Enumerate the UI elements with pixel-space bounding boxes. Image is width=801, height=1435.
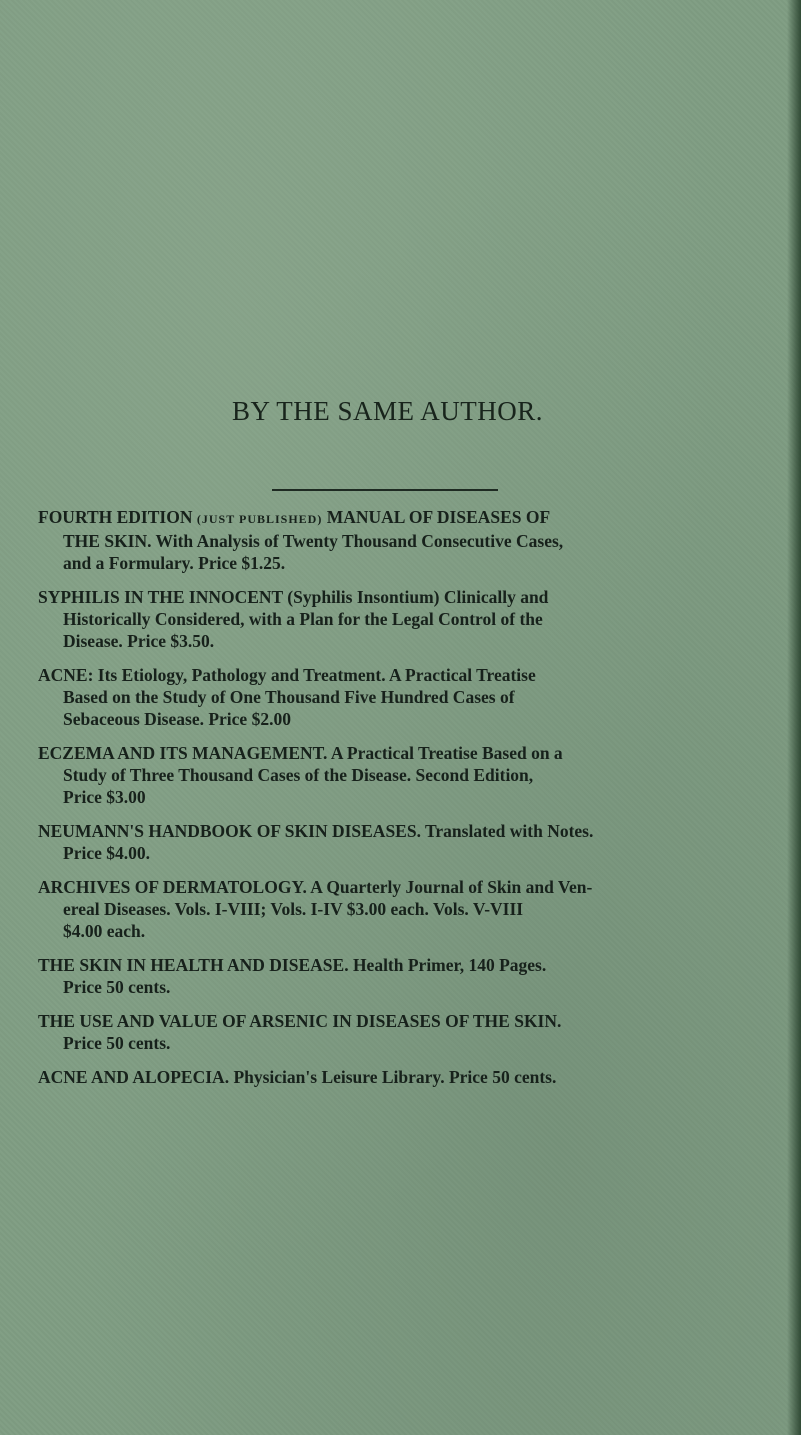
book-entry-arsenic	[38, 1010, 778, 1054]
entry-line: ACNE: Its Etiology, Pathology and Treatment. A Practical Treatise	[38, 665, 536, 685]
entry-line	[38, 506, 778, 530]
book-entry-neumann	[38, 820, 778, 864]
entry-line: ACNE AND ALOPECIA. Physician's Leisure Library. Price 50 cents.	[38, 1067, 557, 1087]
book-list	[38, 506, 778, 1100]
book-entry-acne	[38, 664, 778, 730]
entry-line: THE SKIN. With Analysis of Twenty Thousand Consecutive Cases,	[63, 531, 564, 551]
book-entry-manual	[38, 506, 778, 574]
entry-line: Based on the Study of One Thousand Five Hundred Cases of	[63, 687, 515, 707]
entry-text: FOURTH EDITION	[38, 507, 197, 527]
entry-line: $4.00 each.	[63, 921, 146, 941]
entry-line: Price 50 cents.	[63, 1033, 171, 1053]
entry-line: Historically Considered, with a Plan for the Legal Control of the	[63, 609, 543, 629]
book-entry-syphilis	[38, 586, 778, 652]
entry-line: Price 50 cents.	[63, 977, 171, 997]
entry-line: Disease. Price $3.50.	[63, 631, 215, 651]
entry-note: (JUST PUBLISHED)	[196, 512, 323, 526]
entry-line: NEUMANN'S HANDBOOK OF SKIN DISEASES. Translated with Notes.	[38, 821, 594, 841]
entry-line: Price $4.00.	[63, 843, 150, 863]
entry-line: SYPHILIS IN THE INNOCENT (Syphilis Insontium) Clinically and	[38, 587, 549, 607]
entry-line: Study of Three Thousand Cases of the Disease. Second Edition,	[63, 765, 534, 785]
heading-rule	[272, 489, 498, 491]
entry-line: ECZEMA AND ITS MANAGEMENT. A Practical Treatise Based on a	[38, 743, 563, 763]
book-entry-alopecia	[38, 1066, 778, 1088]
book-entry-eczema	[38, 742, 778, 808]
entry-line: ereal Diseases. Vols. I-VIII; Vols. I-IV $3.00 each. Vols. V-VIII	[63, 899, 524, 919]
entry-line: THE USE AND VALUE OF ARSENIC IN DISEASES OF THE SKIN.	[38, 1011, 562, 1031]
page-edge-shadow	[787, 0, 801, 1435]
entry-line: ARCHIVES OF DERMATOLOGY. A Quarterly Journal of Skin and Ven-	[38, 877, 593, 897]
book-entry-archives	[38, 876, 778, 942]
entry-text: MANUAL OF DISEASES OF	[322, 507, 551, 527]
entry-line: Price $3.00	[63, 787, 146, 807]
book-entry-health-primer	[38, 954, 778, 998]
entry-line: Sebaceous Disease. Price $2.00	[63, 709, 291, 729]
page-heading: BY THE SAME AUTHOR.	[231, 396, 544, 426]
entry-line: and a Formulary. Price $1.25.	[63, 553, 286, 573]
entry-line: THE SKIN IN HEALTH AND DISEASE. Health Primer, 140 Pages.	[38, 955, 547, 975]
